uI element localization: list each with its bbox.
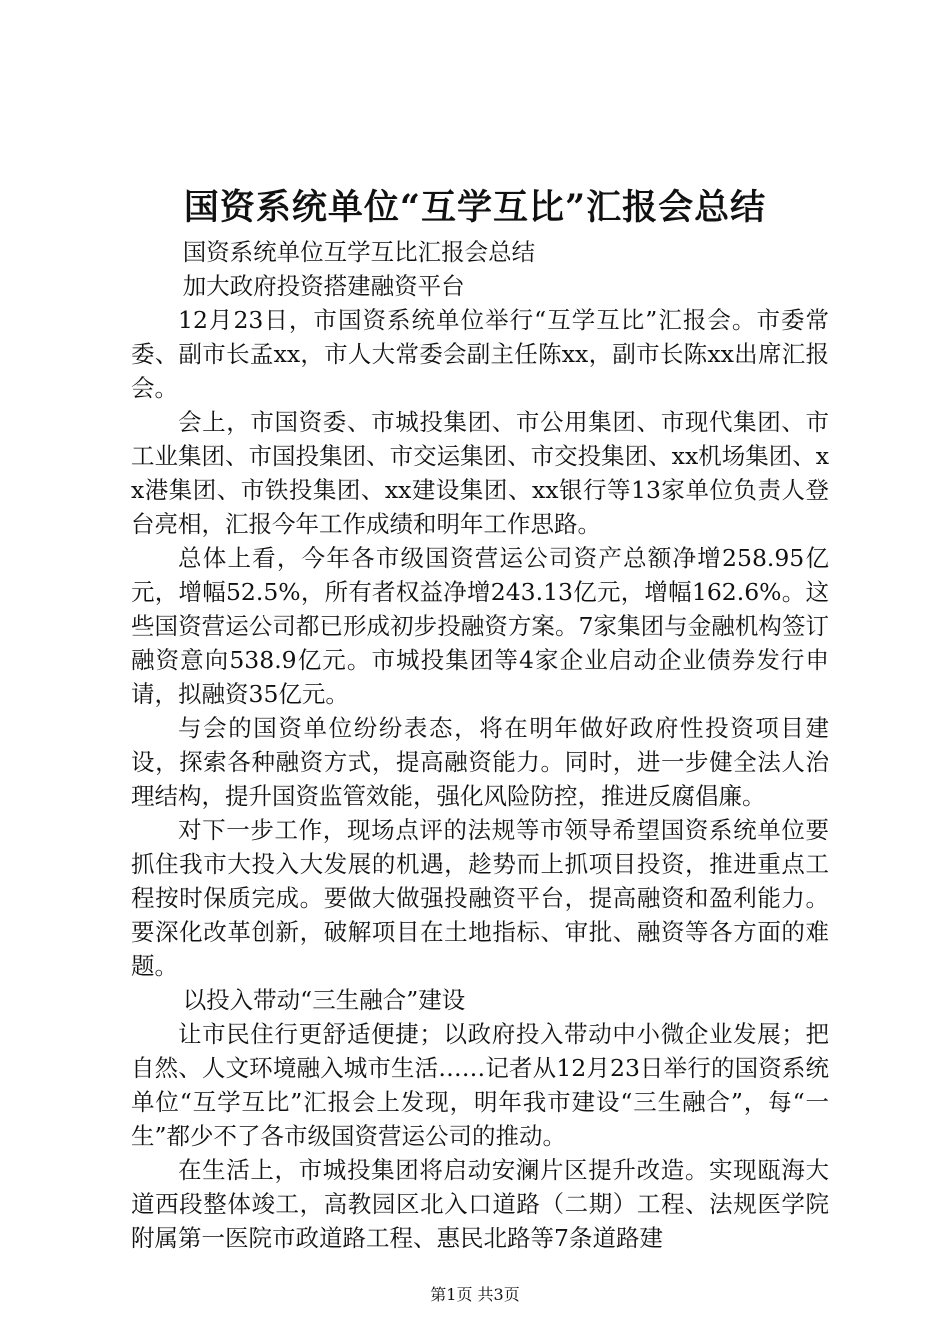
paragraph: 对下一步工作，现场点评的法规等市领导希望国资系统单位要抓住我市大投入大发展的机遇，趁势而上抓项目投资，推进重点工程按时保质完成。要做大做强投融资平台，提高融资和盈利能力。要深化改革创新，破解项目在土地指标、审批、融资等各方面的难题。 (131, 816, 829, 980)
paragraph: 会上，市国资委、市城投集团、市公用集团、市现代集团、市工业集团、市国投集团、市交运集团、市交投集团、xx机场集团、xx港集团、市铁投集团、xx建设集团、xx银行等13家单位负责人登台亮相，汇报今年工作成绩和明年工作思路。 (131, 408, 829, 538)
paragraph: 让市民住行更舒适便捷；以政府投入带动中小微企业发展；把自然、人文环境融入城市生活……记者从12月23日举行的国资系统单位“互学互比”汇报会上发现，明年我市建设“三生融合”，每“一生”都少不了各市级国资营运公司的推动。 (131, 1020, 829, 1150)
document-title: 国资系统单位“互学互比”汇报会总结 (183, 187, 767, 228)
paragraph: 与会的国资单位纷纷表态，将在明年做好政府性投资项目建设，探索各种融资方式，提高融资能力。同时，进一步健全法人治理结构，提升国资监管效能，强化风险防控，推进反腐倡廉。 (131, 714, 829, 810)
paragraph: 总体上看，今年各市级国资营运公司资产总额净增258.95亿元，增幅52.5%，所有者权益净增243.13亿元，增幅162.6%。这些国资营运公司都已形成初步投融资方案。7家集团与金融机构签订融资意向538.9亿元。市城投集团等4家企业启动企业债券发行申请，拟融资35亿元。 (131, 544, 829, 708)
paragraph: 在生活上，市城投集团将启动安澜片区提升改造。实现瓯海大道西段整体竣工，高教园区北入口道路（二期）工程、法规医学院附属第一医院市政道路工程、惠民北路等7条道路建 (131, 1156, 829, 1252)
document-body (131, 235, 829, 1255)
paragraph-subtitle: 国资系统单位互学互比汇报会总结 (182, 238, 536, 266)
paragraph: 12月23日，市国资系统单位举行“互学互比”汇报会。市委常委、副市长孟xx，市人大常委会副主任陈xx，副市长陈xx出席汇报会。 (131, 306, 829, 402)
page-footer: 第1页 共3页 (430, 1285, 520, 1304)
section-heading: 加大政府投资搭建融资平台 (182, 272, 465, 300)
section-heading: 以投入带动“三生融合”建设 (182, 986, 466, 1014)
